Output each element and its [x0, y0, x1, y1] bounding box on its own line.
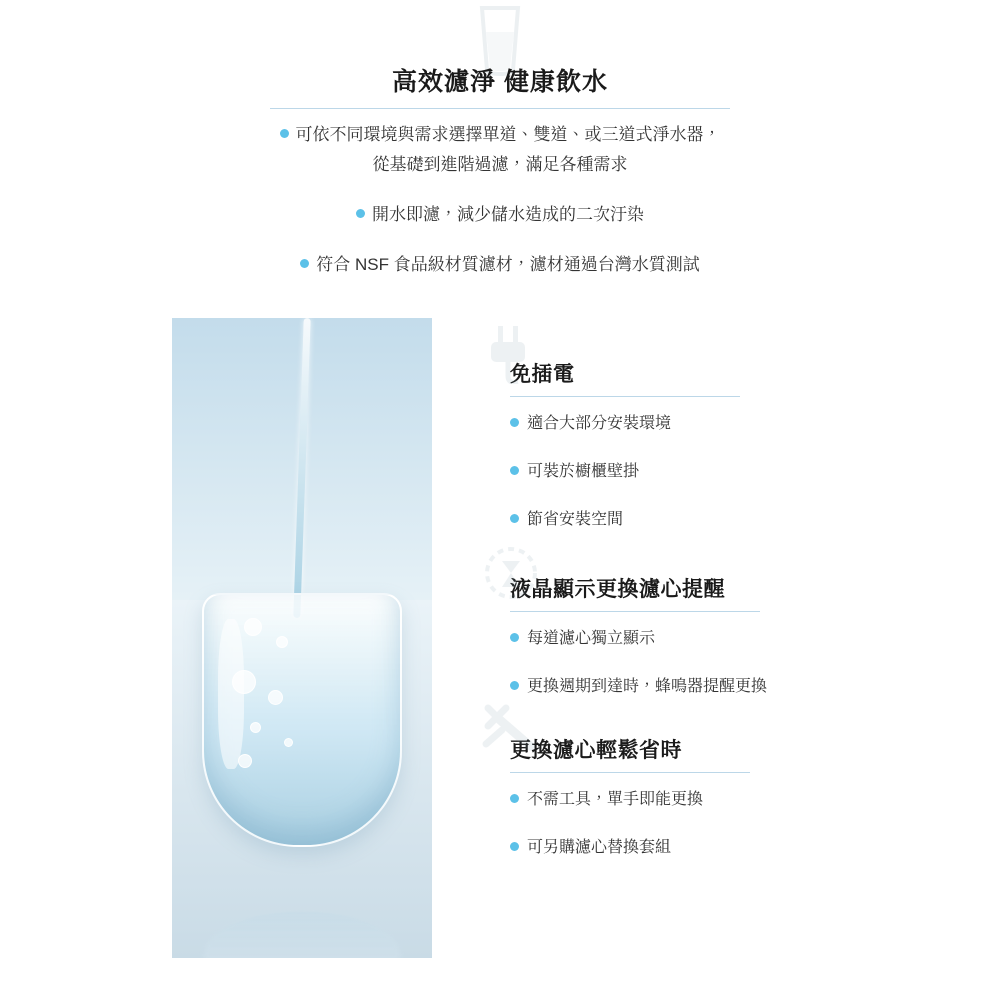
- hero-bullet-list: [250, 120, 750, 280]
- bullet-dot-icon: [510, 633, 519, 642]
- feature-title: 更換濾心輕鬆省時: [510, 739, 682, 762]
- list-item: [510, 411, 980, 437]
- list-item: [510, 626, 980, 652]
- bullet-dot-icon: [510, 466, 519, 475]
- hero-bullet-text-line2: 從基礎到進階過濾，滿足各種需求: [372, 155, 628, 174]
- bullet-dot-icon: [510, 794, 519, 803]
- list-item: [250, 250, 750, 280]
- feature-list: [480, 318, 980, 883]
- feature-item-text: 不需工具，單手即能更換: [527, 791, 704, 808]
- bubble: [238, 754, 252, 768]
- feature-items: [510, 787, 980, 861]
- feature-block-no-power: [480, 358, 980, 533]
- bubble: [268, 690, 283, 705]
- feature-item-text: 更換週期到達時，蜂鳴器提醒更換: [527, 678, 768, 695]
- feature-items: [510, 626, 980, 700]
- list-item: [510, 507, 980, 533]
- feature-item-text: 適合大部分安裝環境: [527, 415, 672, 432]
- hero-section: [0, 0, 1000, 300]
- list-item: [510, 459, 980, 485]
- hero-bullet-text: 開水即濾，減少儲水造成的二次汙染: [372, 205, 644, 224]
- feature-item-text: 可另購濾心替換套組: [527, 839, 672, 856]
- bullet-dot-icon: [356, 209, 365, 218]
- bullet-dot-icon: [510, 418, 519, 427]
- hero-bullet-text: 可依不同環境與需求選擇單道、雙道、或三道式淨水器，: [295, 125, 721, 144]
- hero-bullet-text: 符合 NSF 食品級材質濾材，濾材通過台灣水質測試: [316, 255, 700, 274]
- list-item: [510, 787, 980, 813]
- feature-divider: [510, 396, 740, 397]
- feature-block-easy-filter-change: [480, 734, 980, 861]
- product-photo: [172, 318, 432, 958]
- feature-block-lcd-reminder: [480, 573, 980, 700]
- bullet-dot-icon: [510, 842, 519, 851]
- list-item: [250, 200, 750, 230]
- feature-item-text: 節省安裝空間: [527, 511, 624, 528]
- feature-title: 液晶顯示更換濾心提醒: [510, 578, 725, 601]
- list-item: [510, 835, 980, 861]
- list-item: [250, 120, 750, 180]
- glass-shape: [202, 593, 402, 847]
- list-item: [510, 674, 980, 700]
- feature-items: [510, 411, 980, 533]
- page-title: 高效濾淨 健康飲水: [392, 68, 608, 96]
- title-divider: [270, 108, 730, 109]
- feature-title: 免插電: [510, 363, 575, 386]
- bubble: [250, 722, 261, 733]
- feature-divider: [510, 772, 750, 773]
- bullet-dot-icon: [300, 259, 309, 268]
- bullet-dot-icon: [280, 129, 289, 138]
- bubble: [244, 618, 262, 636]
- bubble: [284, 738, 293, 747]
- bubble: [276, 636, 288, 648]
- lower-section: [0, 318, 1000, 980]
- bullet-dot-icon: [510, 514, 519, 523]
- bubble: [232, 670, 256, 694]
- feature-divider: [510, 611, 760, 612]
- feature-item-text: 可裝於櫥櫃壁掛: [527, 463, 640, 480]
- feature-item-text: 每道濾心獨立顯示: [527, 630, 656, 647]
- bullet-dot-icon: [510, 681, 519, 690]
